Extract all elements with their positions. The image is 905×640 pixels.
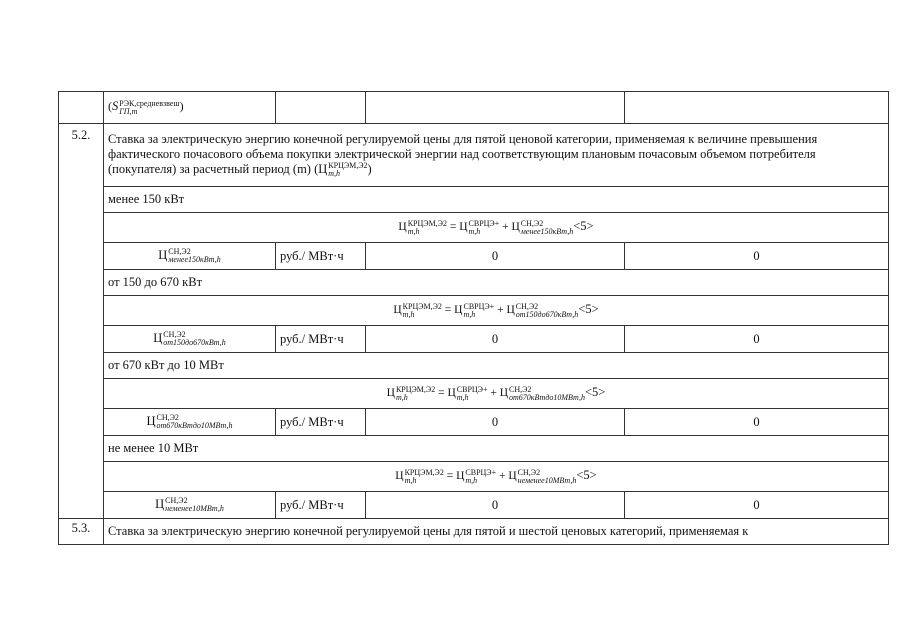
value-cell: 0 [625, 492, 889, 519]
cell-symbol-rek: (S РЭК,средневзвеш ГП,m ) [104, 92, 276, 124]
value-cell: 0 [625, 326, 889, 353]
value-cell: 0 [366, 326, 625, 353]
value-cell: 0 [366, 243, 625, 270]
rate-symbol: Ц СН,Э2 менее150кВт,h [104, 243, 276, 270]
tariff-table [58, 91, 889, 545]
formula-row [59, 296, 889, 326]
value-cell: 0 [625, 409, 889, 436]
rate-symbol: Ц СН,Э2 от150до670кВт,h [104, 326, 276, 353]
table-row [59, 492, 889, 519]
unit-cell: руб./ МВт·ч [276, 243, 366, 270]
cell-number-empty [59, 92, 104, 124]
formula-row [59, 462, 889, 492]
section-5-3-row [59, 519, 889, 545]
unit-cell: руб./ МВт·ч [276, 409, 366, 436]
cell-empty [366, 92, 625, 124]
cell-empty [625, 92, 889, 124]
rate-symbol: Ц СН,Э2 от670кВтдо10МВт,h [104, 409, 276, 436]
value-cell: 0 [625, 243, 889, 270]
section-5-2-row [59, 124, 889, 187]
rate-symbol: Ц СН,Э2 неменее10МВт,h [104, 492, 276, 519]
table-row [59, 92, 889, 124]
table-row [59, 243, 889, 270]
value-cell: 0 [366, 409, 625, 436]
group-label: от 670 кВт до 10 МВт [104, 353, 889, 379]
section-number: 5.3. [59, 519, 104, 545]
unit-cell: руб./ МВт·ч [276, 492, 366, 519]
table-row [59, 409, 889, 436]
formula-row [59, 379, 889, 409]
formula: Ц КРЦЭМ,Э2 m,h = Ц СВРЦЭ+ m,h + Ц СН,Э2 от150до670кВт,h <5> [104, 296, 889, 326]
section-5-3-title: Ставка за электрическую энергию конечной регулируемой цены для пятой и шестой ценовых категорий, применяемая к [104, 519, 889, 545]
group-label-row [59, 187, 889, 213]
formula: Ц КРЦЭМ,Э2 m,h = Ц СВРЦЭ+ m,h + Ц СН,Э2 неменее10МВт,h <5> [104, 462, 889, 492]
group-label-row [59, 270, 889, 296]
section-5-2-title: Ставка за электрическую энергию конечной регулируемой цены для пятой ценовой категории, применяемая к величине превышения фактического почасового объема покупки электрической энергии над соответствующим плановым почасовым объемом потребителя (покупателя) за расчетный период (m) (Ц КРЦЭМ,Э2 m,h ) [104, 124, 889, 187]
group-label-row [59, 353, 889, 379]
group-label: не менее 10 МВт [104, 436, 889, 462]
unit-cell: руб./ МВт·ч [276, 326, 366, 353]
formula-row [59, 213, 889, 243]
group-label-row [59, 436, 889, 462]
cell-empty [276, 92, 366, 124]
group-label: от 150 до 670 кВт [104, 270, 889, 296]
formula: Ц КРЦЭМ,Э2 m,h = Ц СВРЦЭ+ m,h + Ц СН,Э2 от670кВтдо10МВт,h <5> [104, 379, 889, 409]
value-cell: 0 [366, 492, 625, 519]
table-row [59, 326, 889, 353]
formula: Ц КРЦЭМ,Э2 m,h = Ц СВРЦЭ+ m,h + Ц СН,Э2 менее150кВт,h <5> [104, 213, 889, 243]
section-number: 5.2. [59, 124, 104, 519]
group-label: менее 150 кВт [104, 187, 889, 213]
